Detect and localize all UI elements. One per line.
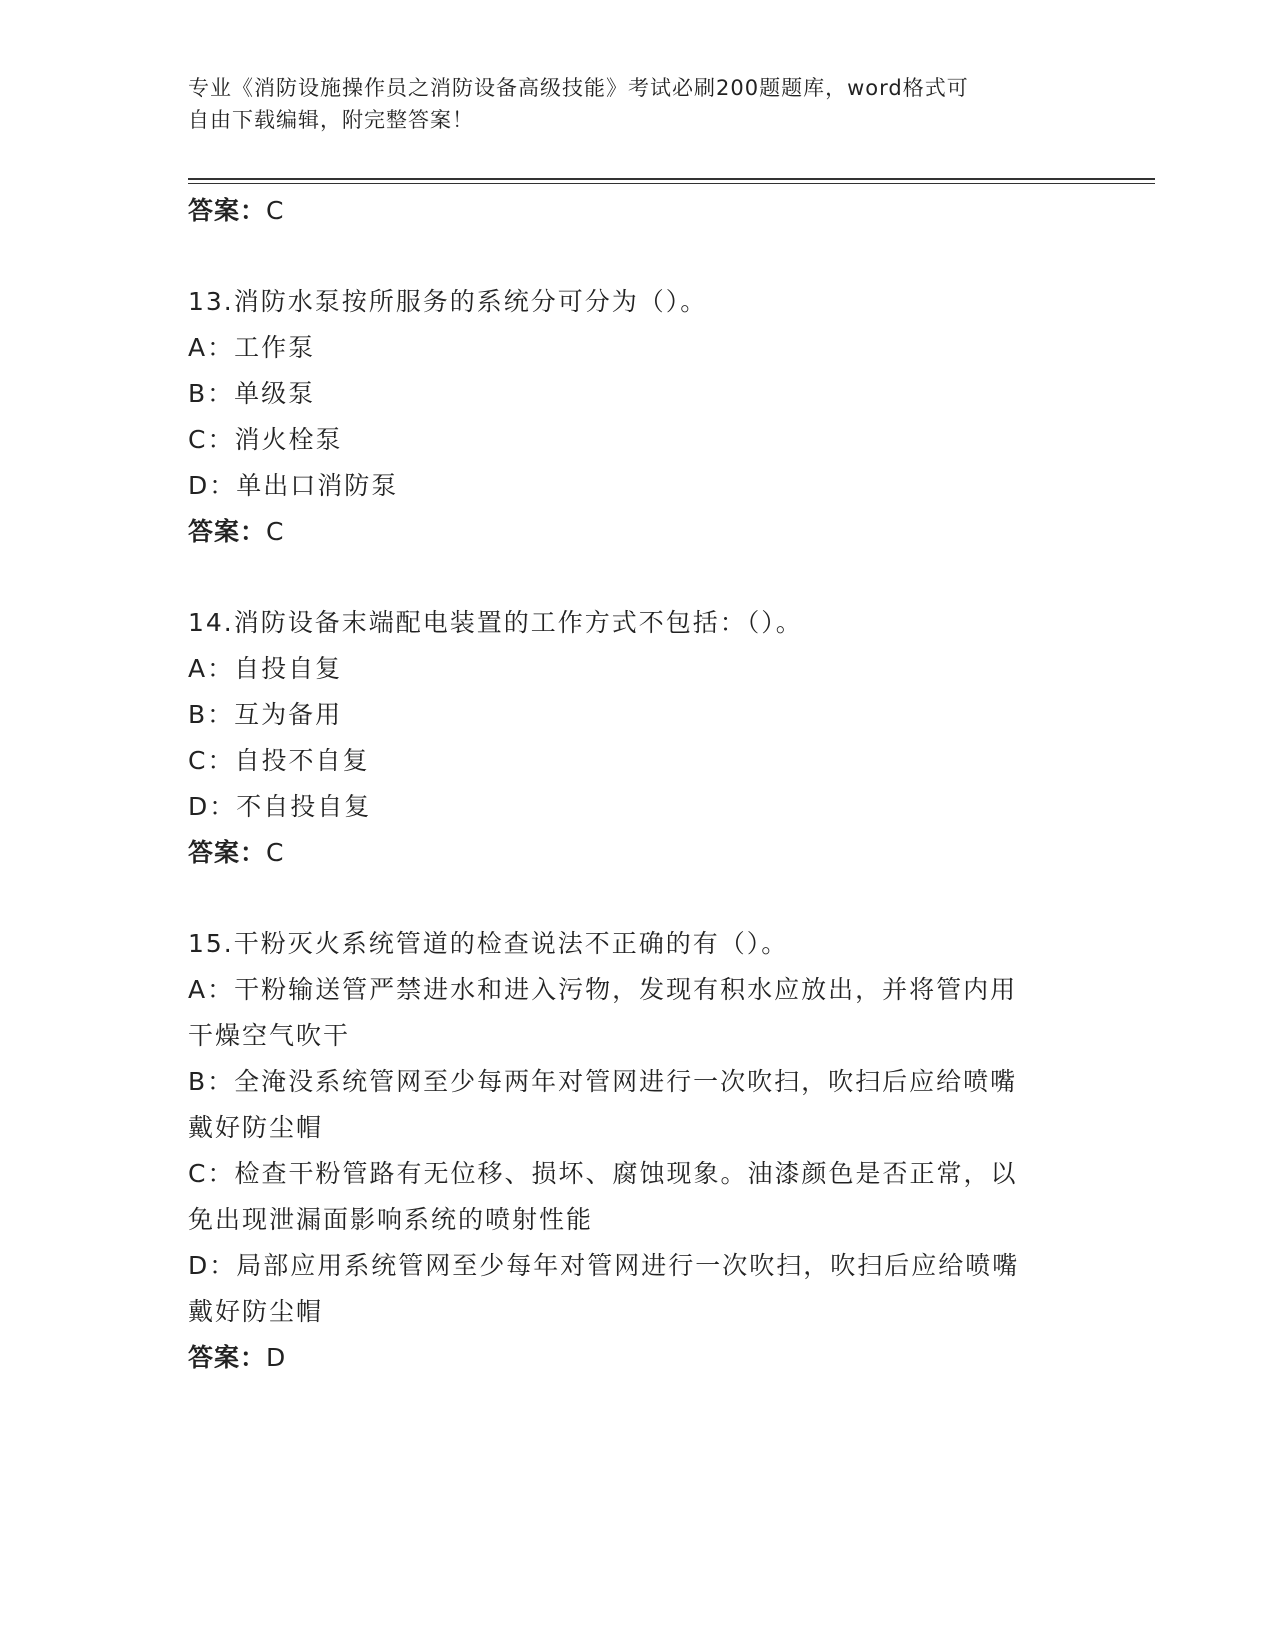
option-d: D：单出口消防泵 xyxy=(188,471,399,500)
option-b-line-1: B：全淹没系统管网至少每两年对管网进行一次吹扫，吹扫后应给喷嘴 xyxy=(188,1067,1018,1096)
answer-label: 答案： xyxy=(188,838,267,867)
option-c xyxy=(188,1151,1088,1243)
question-text: 13.消防水泵按所服务的系统分可分为（）。 xyxy=(188,287,708,316)
spacer xyxy=(188,876,1088,921)
answer-label: 答案： xyxy=(188,1343,267,1372)
option-b xyxy=(188,1059,1088,1151)
option-c: C：消火栓泵 xyxy=(188,425,343,454)
option-c: C：自投不自复 xyxy=(188,746,370,775)
option-b: B：单级泵 xyxy=(188,379,316,408)
option-a-line-2: 干燥空气吹干 xyxy=(188,1021,351,1050)
answer-line xyxy=(188,188,1088,234)
header-divider-thin xyxy=(188,183,1155,184)
answer-label: 答案： xyxy=(188,517,267,546)
header-divider-thick xyxy=(188,178,1155,180)
option-a xyxy=(188,967,1088,1059)
option-b-line-2: 戴好防尘帽 xyxy=(188,1113,324,1142)
question-text: 14.消防设备末端配电装置的工作方式不包括：（）。 xyxy=(188,608,803,637)
answer-line xyxy=(188,509,1088,555)
answer-value: C xyxy=(266,196,285,225)
option-b: B：互为备用 xyxy=(188,700,343,729)
spacer xyxy=(188,234,1088,279)
question-block xyxy=(188,279,1088,555)
answer-line xyxy=(188,830,1088,876)
option-c-line-2: 免出现泄漏面影响系统的喷射性能 xyxy=(188,1205,594,1234)
answer-value: D xyxy=(266,1343,287,1372)
option-c-line-1: C：检查干粉管路有无位移、损坏、腐蚀现象。油漆颜色是否正常，以 xyxy=(188,1159,1018,1188)
header-line-1: 专业《消防设施操作员之消防设备高级技能》考试必刷200题题库，word格式可 xyxy=(188,76,969,100)
option-d-line-1: D：局部应用系统管网至少每年对管网进行一次吹扫，吹扫后应给喷嘴 xyxy=(188,1251,1020,1280)
header-line-2: 自由下载编辑，附完整答案！ xyxy=(188,108,474,132)
document-header xyxy=(188,72,1068,136)
option-d-line-2: 戴好防尘帽 xyxy=(188,1297,324,1326)
spacer xyxy=(188,555,1088,600)
answer-line xyxy=(188,1335,1088,1381)
option-d xyxy=(188,1243,1088,1335)
answer-label: 答案： xyxy=(188,196,267,225)
option-a: A：工作泵 xyxy=(188,333,316,362)
answer-value: C xyxy=(266,838,285,867)
question-block xyxy=(188,921,1088,1381)
option-a: A：自投自复 xyxy=(188,654,343,683)
question-list xyxy=(188,188,1088,1381)
question-text: 15.干粉灭火系统管道的检查说法不正确的有（）。 xyxy=(188,929,789,958)
option-d: D：不自投自复 xyxy=(188,792,372,821)
answer-value: C xyxy=(266,517,285,546)
option-a-line-1: A：干粉输送管严禁进水和进入污物，发现有积水应放出，并将管内用 xyxy=(188,975,1018,1004)
question-block xyxy=(188,600,1088,876)
